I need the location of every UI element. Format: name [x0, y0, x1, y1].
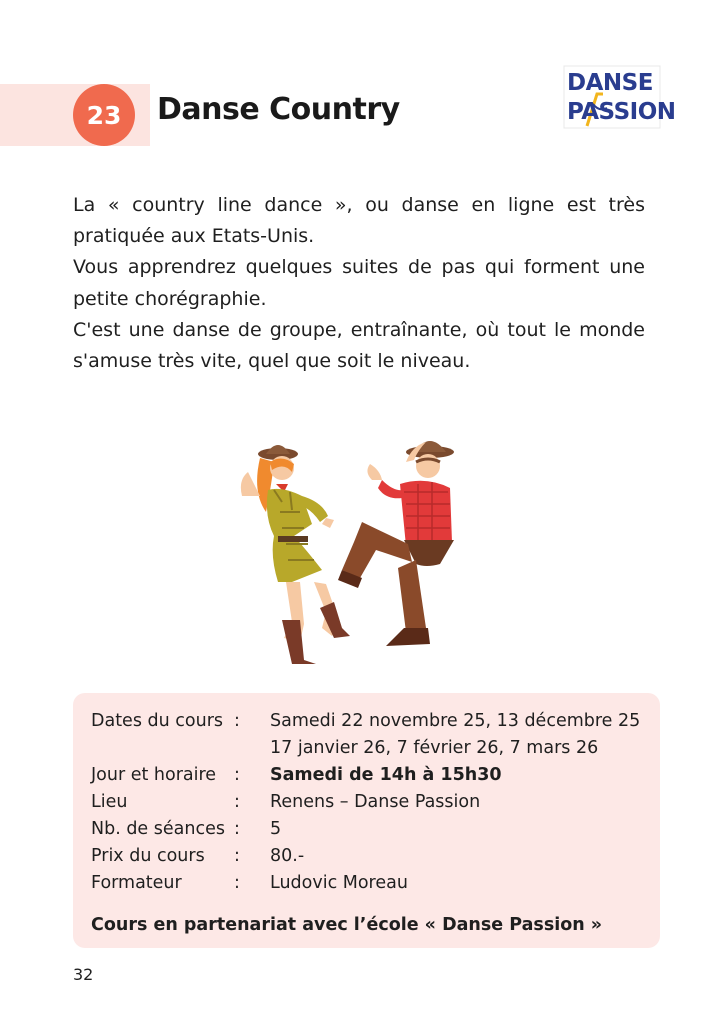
intro-paragraph: C'est une danse de groupe, entraînante, où tout le monde s'amuse très vite, quel que soit le niveau.: [73, 318, 645, 373]
place-value: Renens – Danse Passion: [270, 792, 481, 812]
section-number-badge: 23: [73, 84, 135, 146]
intro-paragraph: La « country line dance », ou danse en ligne est très pratiquée aux Etats-Unis.: [73, 194, 645, 248]
page-title: Danse Country: [157, 92, 400, 127]
sessions-label: Nb. de séances: [91, 819, 225, 839]
colon: :: [234, 765, 240, 785]
logo-text-line2: PASSION: [567, 99, 676, 125]
logo-text-line1: DANSE: [567, 70, 653, 96]
dates-value-line1: Samedi 22 novembre 25, 13 décembre 25: [270, 711, 641, 731]
colon: :: [234, 873, 240, 893]
schedule-label: Jour et horaire: [91, 765, 217, 785]
trainer-label: Formateur: [91, 873, 182, 893]
country-dancers-illustration: [230, 432, 470, 672]
trainer-value: Ludovic Moreau: [270, 873, 408, 893]
dancers-icon: [230, 432, 470, 672]
schedule-value: Samedi de 14h à 15h30: [270, 765, 502, 785]
colon: :: [234, 711, 240, 731]
course-info-box: [73, 693, 660, 948]
partnership-note: Cours en partenariat avec l’école « Danse Passion »: [91, 915, 603, 935]
page-number: 32: [73, 965, 94, 984]
price-value: 80.-: [270, 846, 305, 866]
dates-value-line2: 17 janvier 26, 7 février 26, 7 mars 26: [270, 738, 599, 758]
colon: :: [234, 846, 240, 866]
price-label: Prix du cours: [91, 846, 205, 866]
sessions-value: 5: [270, 819, 282, 839]
colon: :: [234, 819, 240, 839]
intro-paragraph: Vous apprendrez quelques suites de pas qui forment une petite chorégraphie.: [73, 256, 645, 310]
dates-label: Dates du cours: [91, 711, 224, 731]
intro-text: [73, 190, 645, 377]
colon: :: [234, 792, 240, 812]
danse-passion-logo: [563, 64, 676, 130]
place-label: Lieu: [91, 792, 128, 812]
